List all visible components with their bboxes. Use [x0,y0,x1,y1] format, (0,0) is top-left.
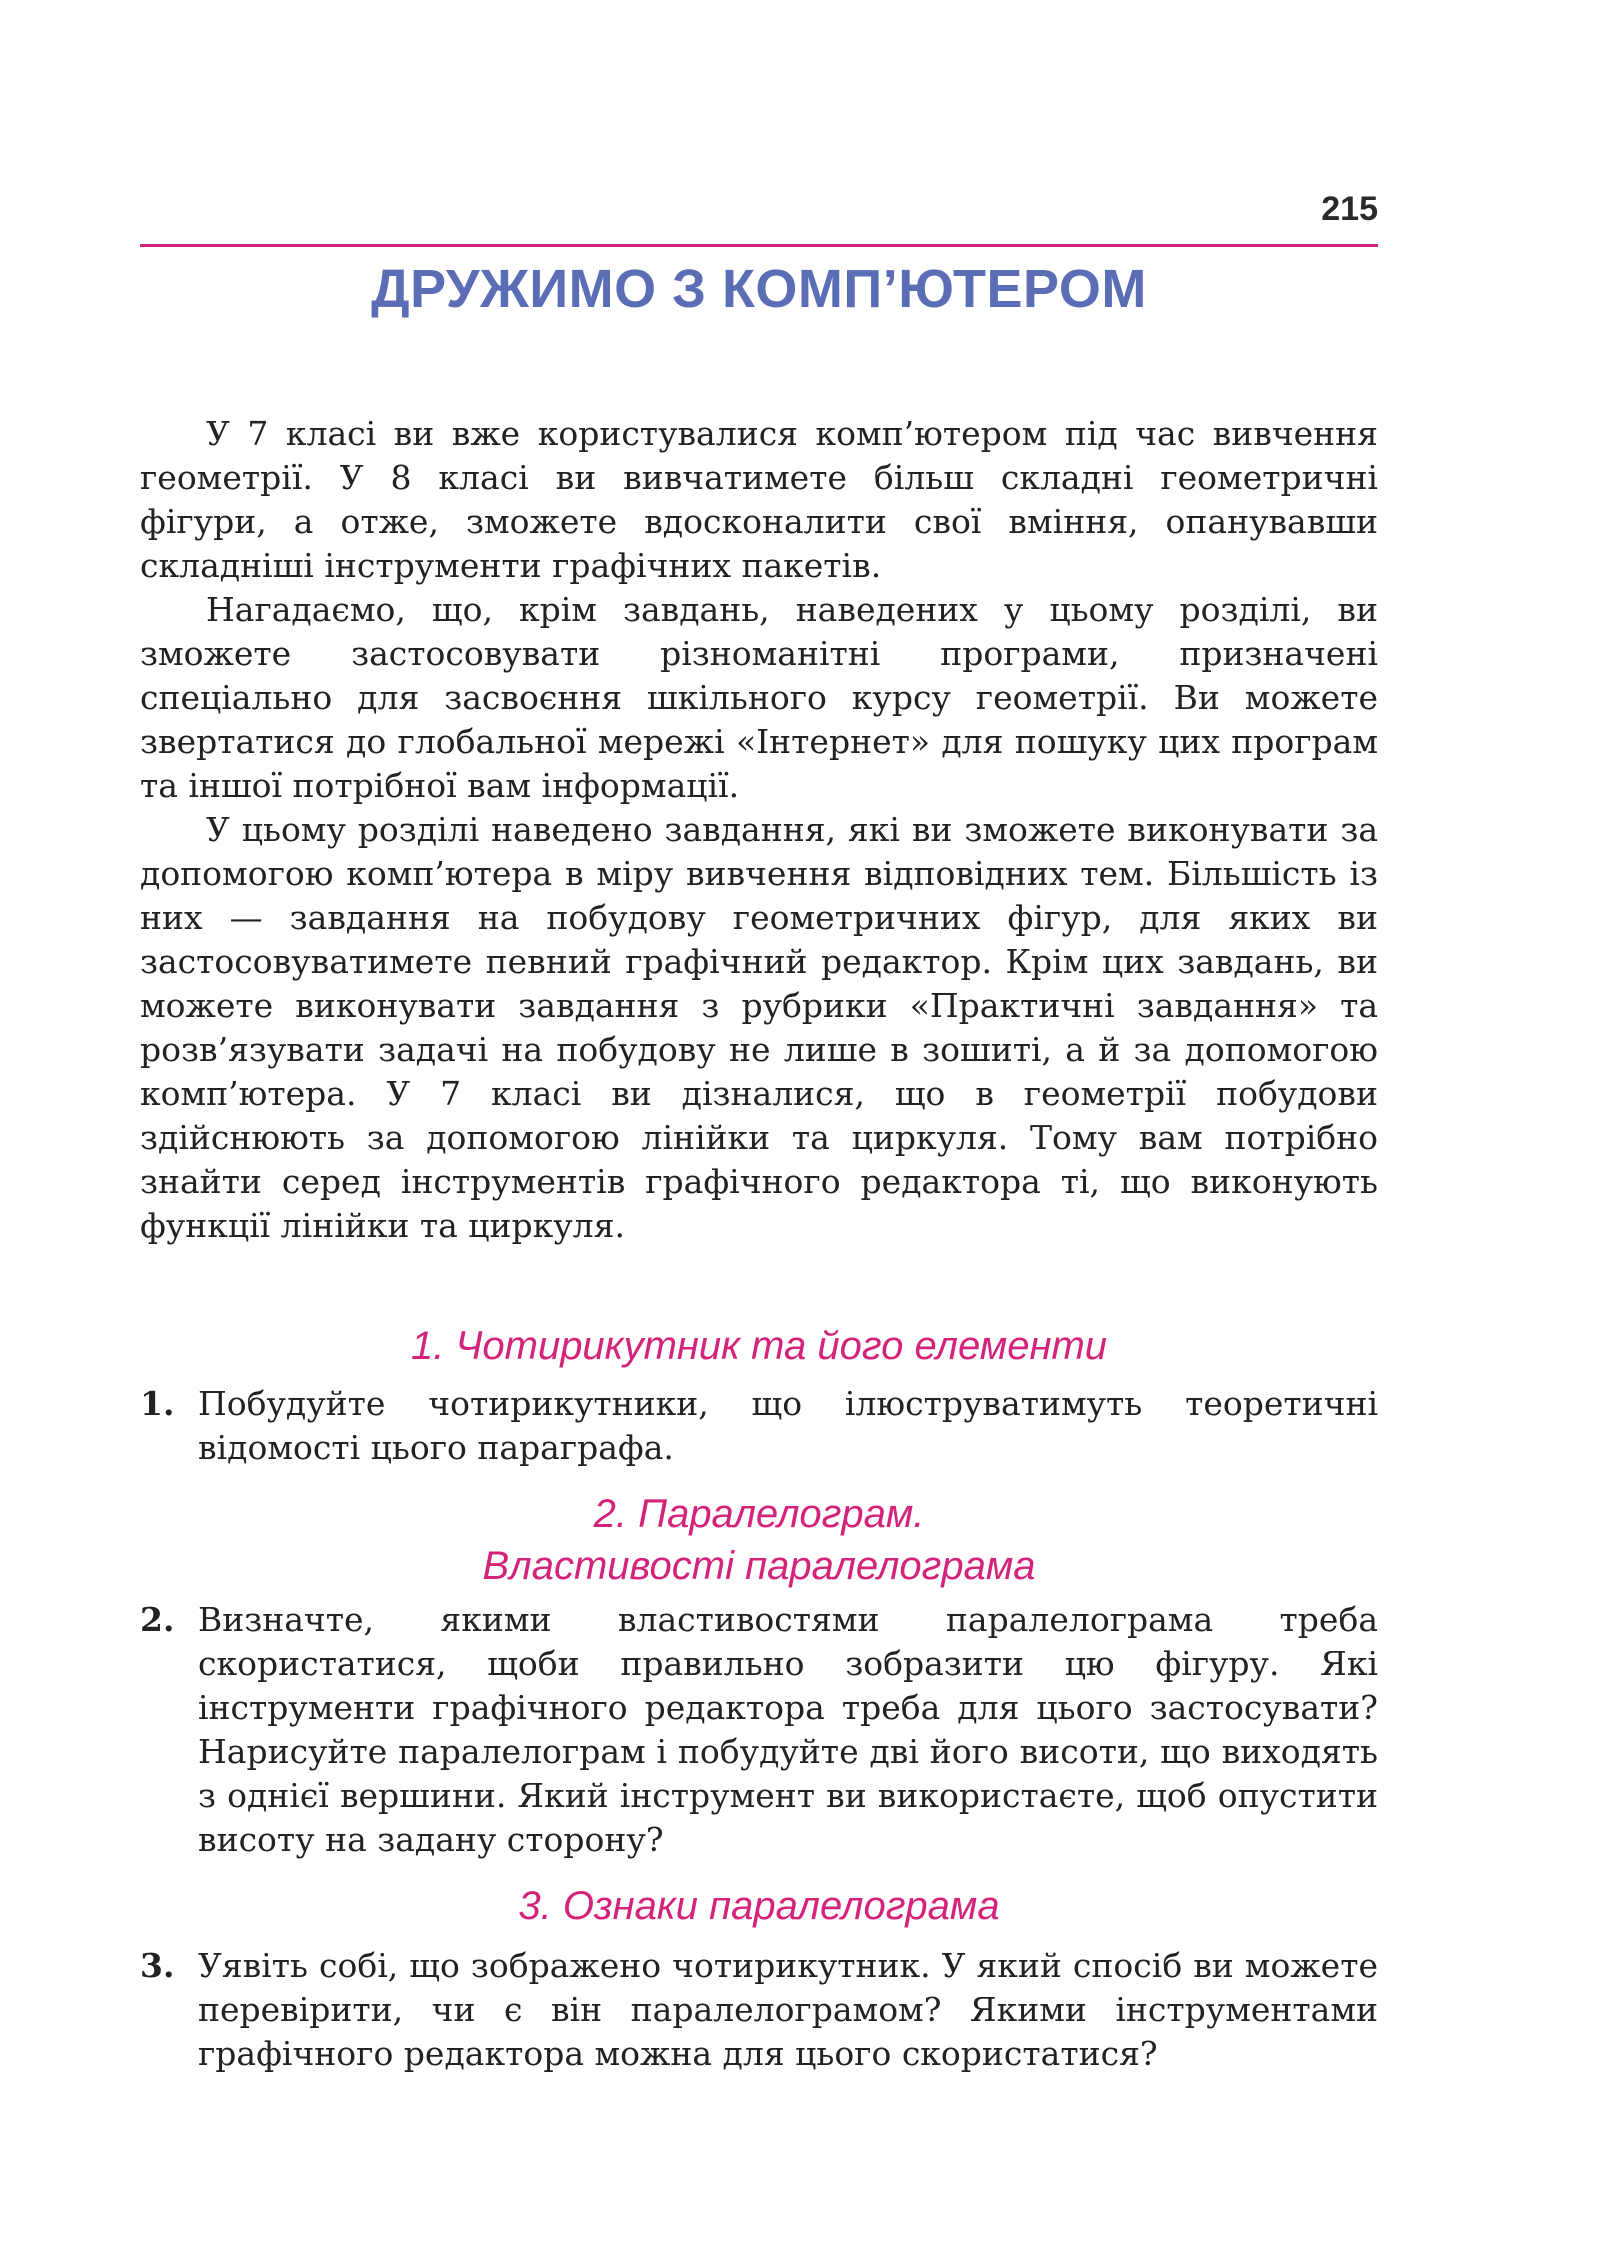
exercise [140,1382,1378,1470]
exercise-number: 1. [140,1384,175,1423]
header-divider [140,244,1378,247]
intro-paragraph: Нагадаємо, що, крім завдань, наведених у цьому розділі, ви зможете застосовувати різноманітні програми, призначені спеціально для засвоєння шкільного курсу геометрії. Ви можете звертатися до глобальної мережі «Інтернет» для пошуку цих програм та іншої потрібної вам інформації. [140,590,1378,805]
exercise-text: Уявіть собі, що зображено чотирикутник. У який спосіб ви можете перевірити, чи є він паралелограмом? Якими інструментами графічного редактора можна для цього скористатися? [198,1946,1378,2073]
section-heading: 1. Чотирикутник та його елементи [410,1324,1108,1368]
intro-paragraph: У 7 класі ви вже користувалися комп’ютером під час вивчення геометрії. У 8 класі ви вивчатимете більш складні геометричні фігури, а отже, зможете вдосконалити свої вміння, опанувавши складніші інструменти графічних пакетів. [140,414,1378,585]
exercise [140,1598,1378,1862]
section-heading-line: Властивості паралелограма [482,1544,1036,1588]
chapter-title: ДРУЖИМО З КОМП’ЮТЕРОМ [371,259,1147,319]
section-heading [140,1488,1378,1592]
intro-paragraph: У цьому розділі наведено завдання, які ви зможете виконувати за допомогою комп’ютера в міру вивчення відповідних тем. Більшість із них — завдання на побудову геометричних фігур, для яких ви застосовуватимете певний графічний редактор. Крім цих завдань, ви можете виконувати завдання з рубрики «Практичні завдання» та розв’язувати задачі на побудову не лише в зошиті, а й за допомогою комп’ютера. У 7 класі ви дізналися, що в геометрії побудови здійснюють за допомогою лінійки та циркуля. Тому вам потрібно знайти серед інструментів графічного редактора ті, що виконують функції лінійки та циркуля. [140,810,1378,1245]
exercise-number: 2. [140,1600,175,1639]
exercise-text: Визначте, якими властивостями паралелограма треба скористатися, щоби правильно зобразити цю фігуру. Які інструменти графічного редактора треба для цього застосувати? Нарисуйте паралелограм і побудуйте дві його висоти, що виходять з однієї вершини. Який інструмент ви використаєте, щоб опустити висоту на задану сторону? [198,1600,1378,1859]
page-content [140,412,1378,2076]
exercise-text: Побудуйте чотирикутники, що ілюструватимуть теоретичні відомості цього параграфа. [198,1384,1378,1467]
exercise [140,1944,1378,2076]
section-heading: 3. Ознаки паралелограма [518,1884,1000,1928]
section-heading-line: 2. Паралелограм. [593,1492,925,1536]
exercise-number: 3. [140,1946,175,1985]
page-number: 215 [1321,190,1378,228]
